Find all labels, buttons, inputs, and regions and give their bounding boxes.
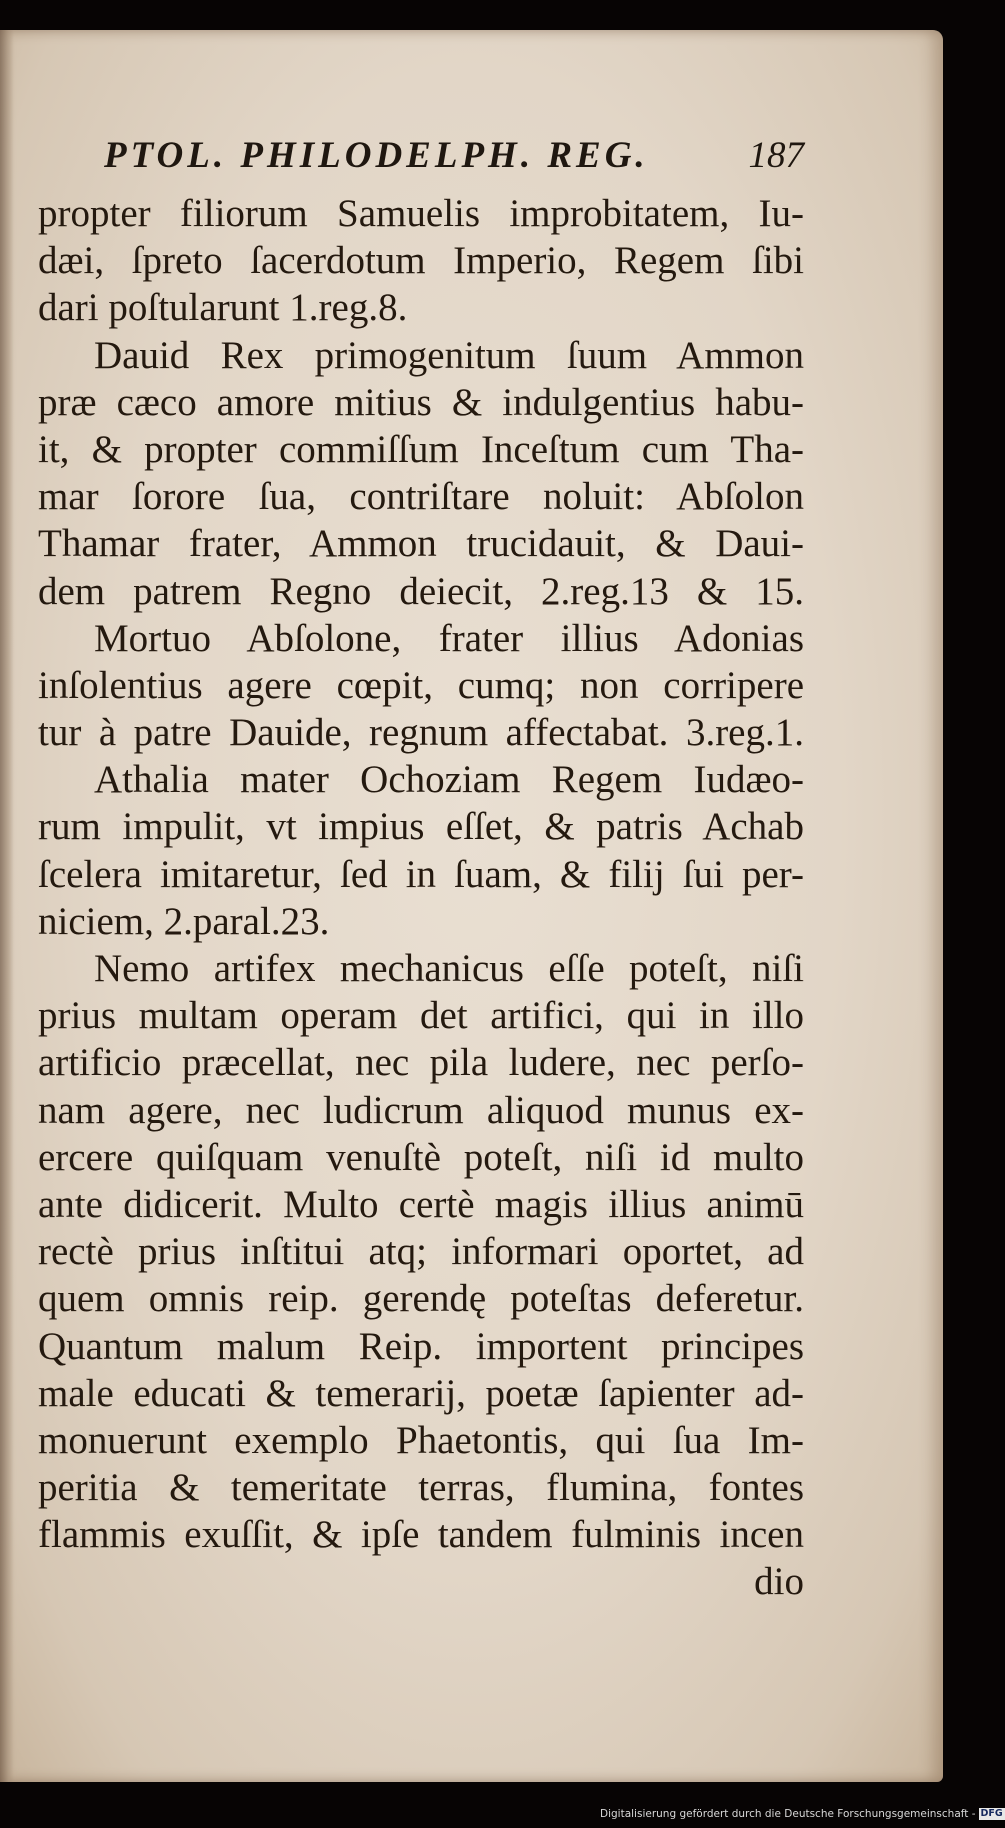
- text-line: nam agere, nec ludicrum aliquod munus ex-: [38, 1088, 804, 1132]
- text-line: ſcelera imitaretur, ſed in ſuam, & filij ſui per-: [38, 852, 804, 896]
- dfg-logo: DFG: [980, 1808, 1003, 1819]
- text-line: Mortuo Abſolone, frater illius Adonias: [94, 616, 804, 660]
- text-line: flammis exuſſit, & ipſe tandem fulminis incen: [38, 1513, 804, 1557]
- text-line: Quantum malum Reip. importent principes: [38, 1324, 804, 1368]
- text-line: propter filiorum Samuelis improbitatem, Iu-: [38, 192, 804, 235]
- text-line: præ cæco amore mitius & indulgentius habu-: [38, 380, 804, 424]
- text-line: Athalia mater Ochoziam Regem Iudæo-: [94, 758, 804, 802]
- text-line: Nemo artifex mechanicus eſſe poteſt, niſi: [94, 947, 804, 990]
- page-header: [104, 134, 804, 186]
- page-number: 187: [748, 135, 804, 176]
- text-line: ercere quiſquam venuſtè poteſt, niſi id multo: [38, 1135, 804, 1179]
- text-line: it, & propter commiſſum Inceſtum cum Tha-: [38, 427, 804, 471]
- text-line: tur à patre Dauide, regnum affectabat. 3.reg.1.: [38, 711, 804, 755]
- text-line: artificio præcellat, nec pila ludere, nec perſo-: [38, 1041, 804, 1085]
- text-line: ante didicerit. Multo certè magis illius animū: [38, 1182, 804, 1226]
- text-line: niciem, 2.paral.23.: [38, 899, 330, 943]
- text-line: inſolentius agere cœpit, cumq; non corripere: [38, 663, 804, 707]
- text-line: monuerunt exemplo Phaetontis, qui ſua Im-: [38, 1418, 804, 1462]
- text-line: Dauid Rex primogenitum ſuum Ammon: [94, 333, 804, 377]
- text-line: rectè prius inſtitui atq; informari oportet, ad: [38, 1230, 804, 1274]
- catchword: dio: [754, 1560, 804, 1604]
- text-line: mar ſorore ſua, contriſtare noluit: Abſolon: [38, 475, 804, 519]
- body-text: [38, 190, 804, 1606]
- text-line: Thamar frater, Ammon trucidauit, & Daui-: [38, 522, 804, 566]
- text-line: dæi, ſpreto ſacerdotum Imperio, Regem ſibi: [38, 239, 804, 283]
- digitization-credit: [600, 1808, 1005, 1820]
- text-line: male educati & temerarij, poetæ ſapienter ad-: [38, 1371, 804, 1415]
- running-head: PTOL. PHILODELPH. REG.: [104, 135, 649, 176]
- credit-text: Digitalisierung gefördert durch die Deutsche Forschungsgemeinschaft -: [600, 1808, 976, 1820]
- text-line: quem omnis reip. gerendę poteſtas deferetur.: [38, 1277, 804, 1321]
- text-line: prius multam operam det artifici, qui in illo: [38, 994, 804, 1038]
- text-line: peritia & temeritate terras, flumina, fontes: [38, 1466, 804, 1510]
- text-line: dem patrem Regno deiecit, 2.reg.13 & 15.: [38, 569, 804, 613]
- text-line: rum impulit, vt impius eſſet, & patris Achab: [38, 805, 804, 849]
- page-gutter-shadow: [0, 30, 14, 1782]
- text-line: dari poſtularunt 1.reg.8.: [38, 286, 408, 330]
